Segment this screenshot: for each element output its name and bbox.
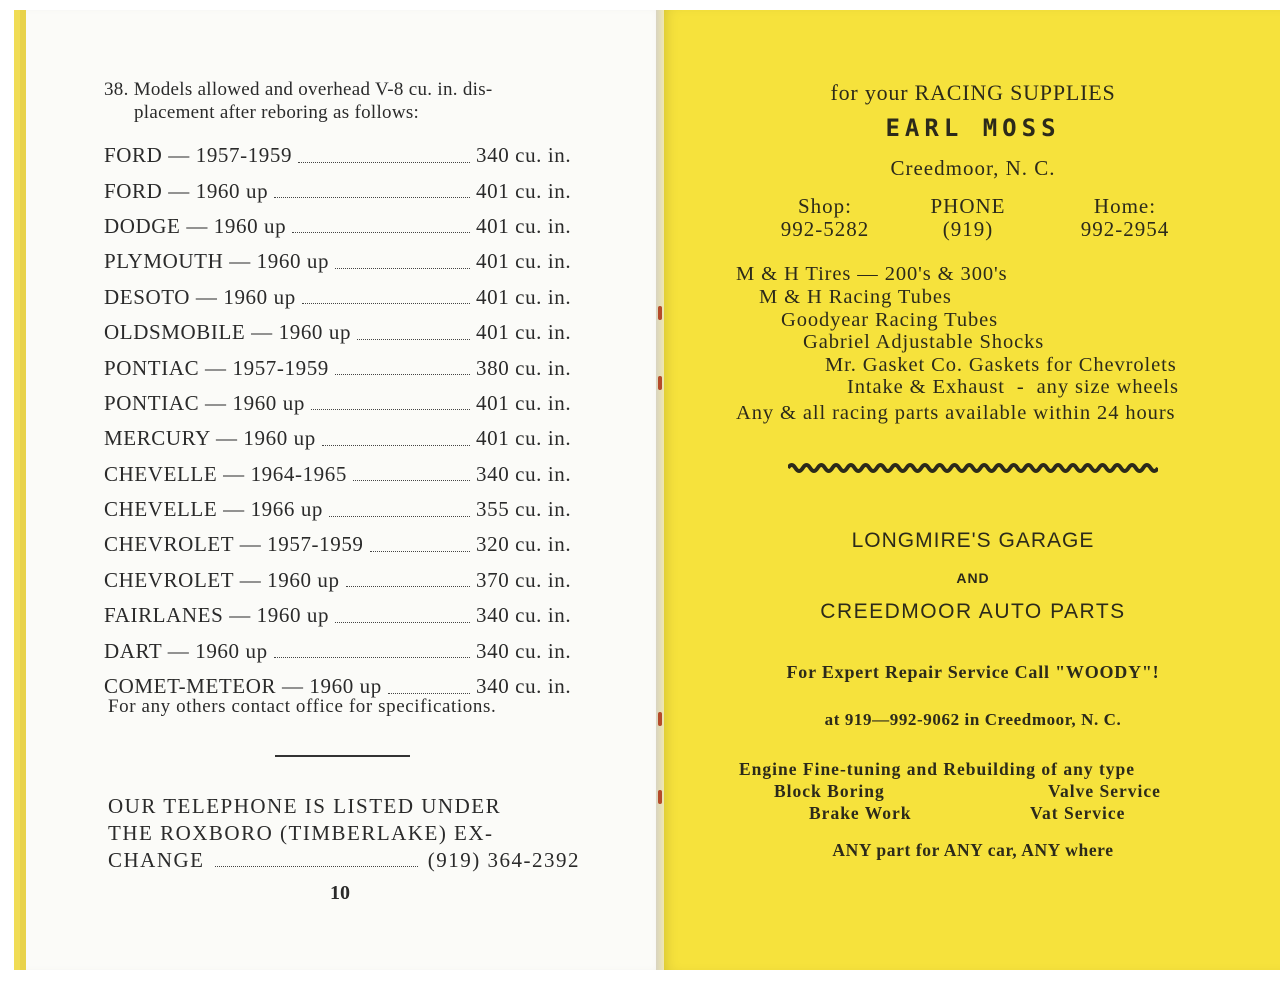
leader-dots — [335, 621, 470, 623]
leader-dots — [353, 479, 470, 481]
leader-dots — [302, 302, 470, 304]
engine-displacement: 401 cu. in. — [476, 249, 572, 274]
engine-row — [104, 315, 584, 350]
engine-row — [104, 527, 584, 562]
engine-model: COMET-METEOR — 1960 up — [104, 674, 382, 699]
leader-dots — [274, 656, 470, 658]
engine-row — [104, 244, 584, 279]
home-label: Home: — [1093, 194, 1157, 218]
engine-displacement: 401 cu. in. — [476, 284, 572, 309]
shop-phone — [770, 195, 880, 241]
telephone-line3-label: CHANGE — [108, 848, 205, 872]
shop-label: Shop: — [797, 194, 852, 218]
telephone-number: (919) 364-2392 — [427, 848, 580, 872]
leader-dots — [388, 692, 470, 694]
garage-phone-line: at 919—992-9062 in Creedmoor, N. C. — [824, 710, 1122, 729]
engine-displacement: 401 cu. in. — [476, 213, 572, 238]
engine-model: OLDSMOBILE — 1960 up — [104, 320, 352, 345]
repair-call-line: For Expert Repair Service Call "WOODY"! — [786, 662, 1160, 682]
ad-business-name: EARL MOSS — [885, 114, 1061, 142]
engine-displacement: 401 cu. in. — [476, 390, 572, 415]
engine-model: PONTIAC — 1957-1959 — [104, 355, 329, 380]
engine-row — [104, 457, 584, 492]
engine-model: FAIRLANES — 1960 up — [104, 603, 330, 628]
supply-item: Gabriel Adjustable Shocks — [803, 331, 1045, 353]
auto-parts-name: CREEDMOOR AUTO PARTS — [820, 600, 1126, 623]
leader-dots — [335, 373, 470, 375]
supply-item: Any & all racing parts available within 24 hours — [736, 402, 1176, 424]
binding-stitch — [658, 790, 662, 804]
others-note: For any others contact office for specifications. — [108, 696, 497, 717]
engine-row — [104, 633, 584, 668]
engine-model: CHEVROLET — 1960 up — [104, 567, 340, 592]
garage-and: AND — [956, 570, 990, 586]
service-valve: Valve Service — [1048, 781, 1161, 801]
shop-number: 992-5282 — [780, 217, 870, 241]
booklet-gutter — [656, 10, 664, 970]
binding-stitch — [658, 712, 662, 726]
telephone-line2: THE ROXBORO (TIMBERLAKE) EX- — [108, 821, 494, 845]
engine-model: DESOTO — 1960 up — [104, 284, 296, 309]
engine-model: CHEVELLE — 1966 up — [104, 497, 324, 522]
engine-displacement: 340 cu. in. — [476, 603, 572, 628]
engine-row — [104, 138, 584, 173]
wavy-divider — [788, 460, 1158, 476]
engine-row — [104, 350, 584, 385]
engine-displacement: 401 cu. in. — [476, 426, 572, 451]
engine-model: FORD — 1957-1959 — [104, 143, 293, 168]
phone-area — [908, 195, 1028, 241]
engine-row — [104, 209, 584, 244]
leader-dots — [311, 408, 470, 410]
engine-displacement: 340 cu. in. — [476, 143, 572, 168]
telephone-notice — [108, 793, 580, 874]
phone-label: PHONE — [930, 194, 1006, 218]
page-number: 10 — [330, 882, 350, 904]
leader-dots — [292, 231, 470, 233]
engine-displacement: 355 cu. in. — [476, 497, 572, 522]
leader-dots — [370, 550, 470, 552]
leader-dots — [346, 585, 470, 587]
engine-displacement: 340 cu. in. — [476, 461, 572, 486]
leader-dots — [329, 515, 470, 517]
engine-displacement: 370 cu. in. — [476, 567, 572, 592]
engine-model: FORD — 1960 up — [104, 178, 269, 203]
engine-row — [104, 386, 584, 421]
rule-text-line1: Models allowed and overhead V-8 cu. in. dis- — [133, 79, 493, 100]
rule-text-line2: placement after reboring as follows: — [134, 102, 420, 123]
engine-model: MERCURY — 1960 up — [104, 426, 316, 451]
home-phone — [1070, 195, 1180, 241]
right-page — [660, 10, 1280, 970]
leader-dots — [335, 267, 470, 269]
engine-model: PLYMOUTH — 1960 up — [104, 249, 330, 274]
rule-intro — [104, 78, 584, 124]
ad-lead-text: for your RACING SUPPLIES — [830, 80, 1116, 105]
service-vat: Vat Service — [1030, 803, 1126, 823]
telephone-line1: OUR TELEPHONE IS LISTED UNDER — [108, 794, 502, 818]
leader-dots — [322, 444, 470, 446]
engine-displacement: 380 cu. in. — [476, 355, 572, 380]
engine-row — [104, 563, 584, 598]
leader-dots — [298, 161, 470, 163]
service-brake: Brake Work — [809, 803, 912, 823]
engine-model: DODGE — 1960 up — [104, 213, 287, 238]
supply-item: M & H Tires — 200's & 300's — [736, 263, 1008, 285]
engine-model: DART — 1960 up — [104, 638, 268, 663]
ad-city: Creedmoor, N. C. — [890, 156, 1056, 180]
engine-row — [104, 280, 584, 315]
closing-line: ANY part for ANY car, ANY where — [832, 840, 1114, 860]
service-block-boring: Block Boring — [774, 781, 885, 801]
garage-name: LONGMIRE'S GARAGE — [851, 529, 1095, 552]
engine-displacement-list — [104, 138, 584, 704]
engine-row — [104, 173, 584, 208]
leader-dots — [215, 866, 418, 867]
binding-stitch — [658, 306, 662, 320]
leader-dots — [274, 196, 470, 198]
rule-number: 38. — [104, 79, 129, 100]
section-divider — [275, 755, 410, 757]
engine-model: PONTIAC — 1960 up — [104, 390, 305, 415]
engine-displacement: 401 cu. in. — [476, 178, 572, 203]
telephone-line3 — [108, 847, 580, 874]
supply-item: M & H Racing Tubes — [759, 286, 952, 308]
engine-row — [104, 598, 584, 633]
engine-displacement: 401 cu. in. — [476, 320, 572, 345]
engine-displacement: 340 cu. in. — [476, 674, 572, 699]
home-number: 992-2954 — [1080, 217, 1170, 241]
leader-dots — [357, 338, 470, 340]
supply-item: Goodyear Racing Tubes — [781, 309, 999, 331]
engine-row — [104, 421, 584, 456]
supply-item: Intake & Exhaust - any size wheels — [847, 376, 1179, 398]
engine-displacement: 320 cu. in. — [476, 532, 572, 557]
engine-model: CHEVROLET — 1957-1959 — [104, 532, 364, 557]
engine-model: CHEVELLE — 1964-1965 — [104, 461, 347, 486]
engine-row — [104, 492, 584, 527]
binding-stitch — [658, 376, 662, 390]
services-line: Engine Fine-tuning and Rebuilding of any type — [739, 759, 1136, 779]
phone-area-code: (919) — [942, 217, 994, 241]
engine-displacement: 340 cu. in. — [476, 638, 572, 663]
supply-item: Mr. Gasket Co. Gaskets for Chevrolets — [825, 354, 1177, 376]
